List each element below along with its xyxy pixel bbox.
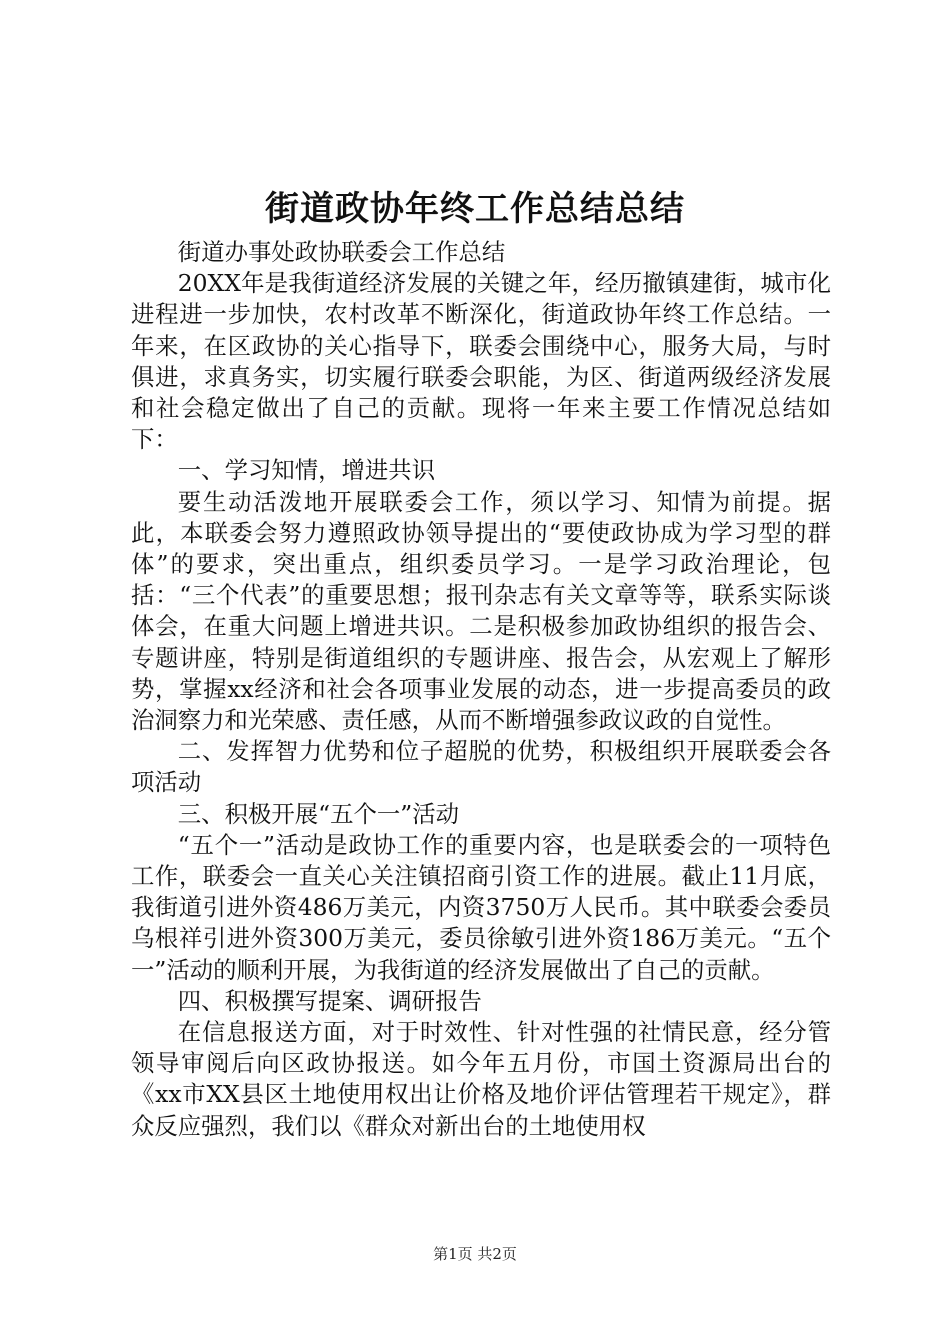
paragraph: 20XX年是我街道经济发展的关键之年，经历撤镇建街，城市化进程进一步加快，农村改革不断深化，街道政协年终工作总结。一年来，在区政协的关心指导下，联委会围绕中心，服务大局，与时俱进，求真务实，切实履行联委会职能，为区、街道两级经济发展和社会稳定做出了自己的贡献。现将一年来主要工作情况总结如下： <box>131 269 831 454</box>
paragraph: 要生动活泼地开展联委会工作，须以学习、知情为前提。据此，本联委会努力遵照政协领导提出的“要使政协成为学习型的群体”的要求，突出重点，组织委员学习。一是学习政治理论，包括：“三个代表”的重要思想；报刊杂志有关文章等等，联系实际谈体会，在重大问题上增进共识。二是积极参加政协组织的报告会、专题讲座，特别是街道组织的专题讲座、报告会，从宏观上了解形势，掌握xx经济和社会各项事业发展的动态，进一步提高委员的政治洞察力和光荣感、责任感，从而不断增强参政议政的自觉性。 <box>131 487 831 735</box>
document-body <box>131 237 831 1142</box>
document-title: 街道政协年终工作总结总结 <box>265 189 685 229</box>
section-heading: 二、发挥智力优势和位子超脱的优势，积极组织开展联委会各项活动 <box>131 737 831 797</box>
section-heading: 一、学习知情，增进共识 <box>177 456 436 485</box>
paragraph: 在信息报送方面，对于时效性、针对性强的社情民意，经分管领导审阅后向区政协报送。如今年五月份，市国土资源局出台的《xx市XX县区土地使用权出让价格及地价评估管理若干规定》，群众反应强烈，我们以《群众对新出台的土地使用权 <box>131 1018 831 1140</box>
paragraph: “五个一”活动是政协工作的重要内容，也是联委会的一项特色工作，联委会一直关心关注镇招商引资工作的进展。截止11月底，我街道引进外资486万美元，内资3750万人民币。其中联委会委员乌根祥引进外资300万美元，委员徐敏引进外资186万美元。“五个一”活动的顺利开展，为我街道的经济发展做出了自己的贡献。 <box>131 830 831 984</box>
paragraph-heading: 街道办事处政协联委会工作总结 <box>177 238 506 266</box>
section-heading: 四、积极撰写提案、调研报告 <box>177 986 482 1015</box>
page-number-footer: 第1页 共2页 <box>433 1245 517 1263</box>
section-heading: 三、积极开展“五个一”活动 <box>177 799 460 828</box>
